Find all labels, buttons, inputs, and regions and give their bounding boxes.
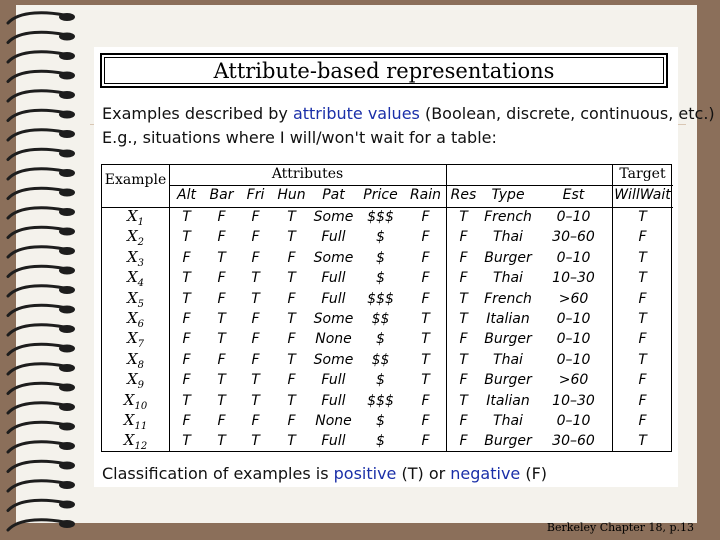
table-cell-fri: F [251,413,260,429]
table-cell-bar: T [217,331,226,348]
table-cell-rain: F [421,249,430,266]
table-cell-hun: T [287,209,296,225]
table-cell-res: F [459,249,468,266]
table-cell-rain: F [421,270,430,287]
example-label: $X_3$ [126,247,145,269]
table-cell-hun: F [287,249,296,266]
column-header-price: Price [363,187,398,203]
table-cell-willwait: T [638,209,647,225]
column-header-rain: Rain [409,187,442,203]
spiral-ring [8,149,75,159]
table-cell-res: T [459,351,468,368]
table-cell-type: Burger [484,433,532,450]
attributes-group-header: Attributes [271,166,344,182]
spiral-ring [8,110,75,120]
table-cell-type: Italian [486,392,530,409]
table-cell-res: F [459,331,468,348]
example-label: $X_6$ [126,309,145,330]
classification-note: Classification of examples is positive (T) or negative (F) [102,464,548,483]
table-cell-pat: Full [321,290,346,307]
page-title: Attribute-based representations [213,59,555,83]
table-cell-type: Burger [484,372,532,389]
spiral-ring [8,188,75,198]
table-cell-willwait: T [638,249,647,266]
table-cell-pat: Some [313,209,354,225]
table-cell-alt: T [182,270,191,287]
spiral-ring [8,32,75,42]
table-cell-type: Italian [486,311,530,327]
spiral-ring [8,130,75,140]
table-cell-rain: F [421,209,430,225]
column-header-est: Est [562,187,585,203]
intro-line-2: E.g., situations where I will/won't wait for a table: [102,128,497,147]
table-cell-type: Thai [493,270,523,287]
spiral-ring [8,344,75,354]
target-group-header: Target [619,166,666,182]
spiral-ring [8,481,75,491]
table-cell-res: T [459,311,468,327]
table-cell-alt: T [182,229,191,246]
table-cell-willwait: F [638,392,647,409]
table-cell-fri: F [251,331,260,348]
table-cell-pat: Full [321,433,346,450]
table-cell-res: F [459,270,468,287]
intro-line-1: Examples described by attribute values (Boolean, discrete, continuous, etc.) [102,104,715,123]
table-cell-willwait: F [638,229,647,246]
table-cell-willwait: F [638,372,647,389]
table-cell-pat: Some [313,351,354,368]
table-cell-res: T [459,290,468,307]
table-cell-fri: F [251,249,260,266]
table-cell-alt: T [182,433,191,450]
table-cell-price: $$$ [367,209,394,225]
table-cell-hun: T [287,392,296,409]
table-cell-price: $$$ [367,290,394,307]
table-cell-price: $ [376,433,385,450]
table-cell-est: 10–30 [552,270,595,287]
table-cell-alt: T [182,290,191,307]
example-label: $X_4$ [126,268,145,290]
table-cell-price: $ [376,331,385,348]
table-cell-fri: T [251,270,260,287]
spiral-ring [8,13,75,23]
table-cell-hun: T [287,311,296,327]
spiral-ring [8,520,75,530]
table-cell-pat: Full [321,229,346,246]
table-cell-est: 0–10 [556,209,591,225]
example-label: $X_7$ [126,329,145,351]
table-cell-fri: F [251,209,260,225]
table-cell-est: 10–30 [552,392,595,409]
table-cell-pat: Full [321,372,346,389]
table-cell-est: 30–60 [552,229,595,246]
table-cell-est: 30–60 [552,433,595,450]
spiral-ring [8,266,75,276]
table-cell-price: $$ [371,311,390,327]
table-cell-fri: F [251,351,260,368]
table-cell-rain: T [421,351,430,368]
table-cell-bar: F [217,209,226,225]
table-cell-hun: F [287,413,296,429]
table-cell-fri: T [251,372,260,389]
table-cell-willwait: F [638,413,647,429]
table-cell-rain: F [421,290,430,307]
table-cell-fri: T [251,290,260,307]
header-rule [102,207,673,208]
spiral-ring [8,325,75,335]
examples-table [101,164,672,452]
table-cell-rain: T [421,372,430,389]
table-cell-type: Thai [493,229,523,246]
column-header-res: Res [450,187,477,203]
table-cell-res: F [459,413,468,429]
table-cell-pat: None [315,331,352,348]
example-label: $X_{11}$ [123,411,148,432]
spiral-ring [8,364,75,374]
table-cell-alt: F [182,413,191,429]
spiral-ring [8,71,75,81]
table-cell-price: $ [376,229,385,246]
spiral-ring [8,500,75,510]
spiral-ring [8,461,75,471]
spiral-ring [8,208,75,218]
table-cell-price: $$$ [367,392,394,409]
example-label: $X_8$ [126,349,145,371]
positive-label: positive [333,464,397,483]
spiral-ring [8,286,75,296]
table-cell-willwait: T [638,270,647,287]
table-cell-price: $ [376,413,385,429]
table-cell-res: T [459,209,468,225]
table-cell-hun: F [287,372,296,389]
table-cell-pat: None [315,413,352,429]
table-cell-price: $$ [371,351,390,368]
example-label: $X_1$ [126,207,145,228]
table-cell-willwait: T [638,433,647,450]
table-cell-alt: T [182,392,191,409]
table-cell-fri: F [251,311,260,327]
table-cell-bar: T [217,249,226,266]
example-label: $X_9$ [126,370,145,392]
table-cell-res: F [459,372,468,389]
spiral-ring [8,91,75,101]
table-cell-bar: F [217,270,226,287]
table-cell-pat: Full [321,270,346,287]
example-label: $X_5$ [126,288,145,310]
table-cell-alt: F [182,351,191,368]
title-box [100,53,668,88]
column-header-alt: Alt [177,187,196,203]
table-cell-willwait: T [638,311,647,327]
table-cell-type: Burger [484,331,532,348]
table-cell-rain: T [421,331,430,348]
table-cell-rain: F [421,392,430,409]
table-cell-rain: F [421,229,430,246]
table-cell-pat: Some [313,311,354,327]
column-header-bar: Bar [209,187,234,203]
example-label: $X_{10}$ [123,390,148,412]
table-cell-bar: T [217,311,226,327]
table-cell-rain: F [421,413,430,429]
header-group-rule [169,185,673,186]
table-cell-bar: T [217,433,226,450]
table-cell-bar: F [217,229,226,246]
table-cell-bar: T [217,372,226,389]
table-cell-alt: F [182,372,191,389]
table-cell-res: F [459,433,468,450]
table-cell-est: 0–10 [556,351,591,368]
column-header-type: Type [491,187,525,203]
table-cell-pat: Some [313,249,354,266]
negative-label: negative [450,464,521,483]
table-cell-est: >60 [558,372,589,389]
example-label: $X_2$ [126,227,145,249]
table-cell-est: 0–10 [556,249,591,266]
table-cell-est: 0–10 [556,331,591,348]
table-cell-bar: F [217,413,226,429]
table-cell-type: French [484,290,532,307]
column-header-hun: Hun [277,187,306,203]
spiral-ring [8,247,75,257]
table-cell-pat: Full [321,392,346,409]
table-cell-alt: F [182,311,191,327]
table-cell-rain: T [421,311,430,327]
table-cell-type: Thai [493,351,523,368]
table-cell-bar: F [217,351,226,368]
spiral-ring [8,422,75,432]
highlight-attribute-values: attribute values [292,104,420,123]
spiral-ring [8,52,75,62]
spiral-ring [8,227,75,237]
table-cell-price: $ [376,249,385,266]
column-header-fri: Fri [246,187,265,203]
spiral-ring [8,442,75,452]
table-cell-res: T [459,392,468,409]
table-cell-alt: T [182,209,191,225]
credit-text: Berkeley Chapter 18, p.13 [546,521,694,534]
table-cell-willwait: F [638,290,647,307]
example-header: Example [104,172,167,188]
table-cell-type: Burger [484,249,532,266]
table-cell-est: 0–10 [556,413,591,429]
table-cell-fri: T [251,433,260,450]
table-cell-fri: F [251,229,260,246]
spiral-binding [0,0,90,540]
table-cell-type: Thai [493,413,523,429]
table-cell-bar: T [217,392,226,409]
example-label: $X_{12}$ [123,431,148,453]
table-cell-willwait: T [638,351,647,368]
spiral-ring [8,169,75,179]
column-header-willwait: WillWait [614,187,671,203]
table-cell-type: French [484,209,532,225]
table-cell-alt: F [182,331,191,348]
table-cell-rain: F [421,433,430,450]
table-cell-hun: F [287,331,296,348]
table-cell-bar: F [217,290,226,307]
table-cell-hun: F [287,290,296,307]
table-cell-hun: T [287,433,296,450]
table-cell-willwait: F [638,331,647,348]
table-cell-hun: T [287,351,296,368]
table-cell-hun: T [287,229,296,246]
spiral-ring [8,383,75,393]
column-header-pat: Pat [322,187,345,203]
table-cell-est: 0–10 [556,311,591,327]
spiral-ring [8,305,75,315]
table-cell-price: $ [376,372,385,389]
table-cell-res: F [459,229,468,246]
table-cell-hun: T [287,270,296,287]
table-cell-price: $ [376,270,385,287]
table-cell-fri: T [251,392,260,409]
table-cell-est: >60 [558,290,589,307]
spiral-ring [8,403,75,413]
table-cell-alt: F [182,249,191,266]
